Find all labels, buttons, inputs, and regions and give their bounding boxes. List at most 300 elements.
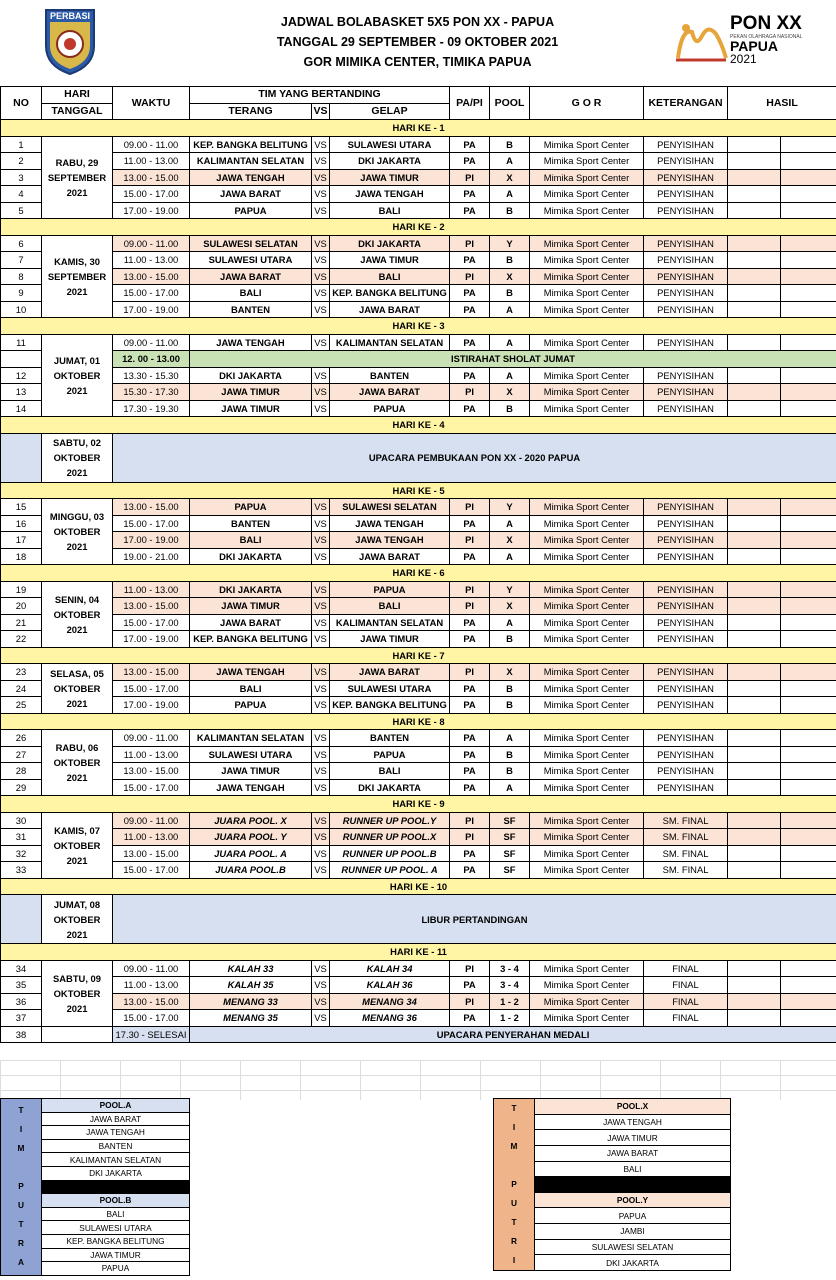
col-gor: G O R bbox=[530, 87, 644, 120]
match-venue: Mimika Sport Center bbox=[530, 1010, 644, 1027]
result-cell bbox=[728, 598, 781, 615]
result-cell bbox=[781, 862, 836, 879]
match-pool: X bbox=[490, 532, 530, 549]
team-gelap: BALI bbox=[330, 763, 450, 780]
match-pool: B bbox=[490, 202, 530, 219]
match-no: 3 bbox=[1, 169, 42, 186]
result-cell bbox=[781, 614, 836, 631]
match-category: PA bbox=[450, 334, 490, 351]
match-category: PI bbox=[450, 384, 490, 401]
pool-team: JAWA TENGAH bbox=[535, 1114, 731, 1130]
vs-label: VS bbox=[312, 1010, 330, 1027]
closing-time: 17.30 - SELESAI bbox=[113, 1026, 190, 1043]
result-cell bbox=[781, 598, 836, 615]
row-no-empty bbox=[1, 433, 42, 482]
closing-text: UPACARA PENYERAHAN MEDALI bbox=[190, 1026, 836, 1043]
vs-label: VS bbox=[312, 614, 330, 631]
match-pool: A bbox=[490, 548, 530, 565]
match-pool: SF bbox=[490, 829, 530, 846]
match-category: PA bbox=[450, 631, 490, 648]
team-terang: KEP. BANGKA BELITUNG bbox=[190, 631, 312, 648]
col-terang: TERANG bbox=[190, 103, 312, 120]
result-cell bbox=[781, 697, 836, 714]
result-cell bbox=[781, 367, 836, 384]
match-row bbox=[1, 697, 836, 714]
pool-separator bbox=[42, 1180, 190, 1194]
vs-label: VS bbox=[312, 186, 330, 203]
match-category: PI bbox=[450, 598, 490, 615]
result-cell bbox=[781, 812, 836, 829]
pool-team: BALI bbox=[535, 1161, 731, 1177]
day-band-row bbox=[1, 565, 836, 582]
match-row bbox=[1, 763, 836, 780]
result-cell bbox=[781, 746, 836, 763]
match-pool: A bbox=[490, 779, 530, 796]
pool-team: KALIMANTAN SELATAN bbox=[42, 1153, 190, 1167]
match-stage: PENYISIHAN bbox=[644, 680, 728, 697]
title-line-2: TANGGAL 29 SEPTEMBER - 09 OKTOBER 2021 bbox=[276, 35, 559, 49]
match-time: 15.00 - 17.00 bbox=[113, 1010, 190, 1027]
match-venue: Mimika Sport Center bbox=[530, 515, 644, 532]
match-no: 22 bbox=[1, 631, 42, 648]
title-line-3: GOR MIMIKA CENTER, TIMIKA PAPUA bbox=[303, 55, 532, 69]
match-category: PI bbox=[450, 532, 490, 549]
match-stage: PENYISIHAN bbox=[644, 631, 728, 648]
day-band-row bbox=[1, 120, 836, 137]
match-time: 09.00 - 11.00 bbox=[113, 334, 190, 351]
match-no: 9 bbox=[1, 285, 42, 302]
result-cell bbox=[781, 400, 836, 417]
match-venue: Mimika Sport Center bbox=[530, 763, 644, 780]
match-row bbox=[1, 664, 836, 681]
match-venue: Mimika Sport Center bbox=[530, 598, 644, 615]
team-terang: BALI bbox=[190, 680, 312, 697]
match-row bbox=[1, 136, 836, 153]
day-band-row bbox=[1, 417, 836, 434]
result-cell bbox=[781, 334, 836, 351]
team-gelap: RUNNER UP POOL. A bbox=[330, 862, 450, 879]
match-no: 1 bbox=[1, 136, 42, 153]
team-terang: PAPUA bbox=[190, 499, 312, 516]
match-category: PI bbox=[450, 664, 490, 681]
match-category: PA bbox=[450, 680, 490, 697]
match-time: 15.00 - 17.00 bbox=[113, 680, 190, 697]
match-time: 13.00 - 15.00 bbox=[113, 845, 190, 862]
match-time: 15.00 - 17.00 bbox=[113, 862, 190, 879]
match-row bbox=[1, 598, 836, 615]
break-row bbox=[1, 351, 836, 368]
pon-subtitle: PEKAN OLAHRAGA NASIONAL bbox=[730, 34, 803, 40]
day-date: KAMIS, 07 OKTOBER 2021 bbox=[42, 812, 113, 878]
break-time: 12. 00 - 13.00 bbox=[113, 351, 190, 368]
result-cell bbox=[781, 136, 836, 153]
match-time: 17.00 - 19.00 bbox=[113, 202, 190, 219]
match-no: 15 bbox=[1, 499, 42, 516]
title-line-1: JADWAL BOLABASKET 5X5 PON XX - PAPUA bbox=[280, 15, 555, 29]
result-cell bbox=[781, 730, 836, 747]
match-category: PA bbox=[450, 977, 490, 994]
match-row bbox=[1, 746, 836, 763]
vs-label: VS bbox=[312, 829, 330, 846]
match-time: 13.00 - 15.00 bbox=[113, 268, 190, 285]
result-cell bbox=[728, 845, 781, 862]
match-no: 6 bbox=[1, 235, 42, 252]
match-stage: FINAL bbox=[644, 960, 728, 977]
match-row bbox=[1, 614, 836, 631]
match-no: 12 bbox=[1, 367, 42, 384]
pool-name: POOL.X bbox=[535, 1099, 731, 1115]
match-venue: Mimika Sport Center bbox=[530, 845, 644, 862]
match-venue: Mimika Sport Center bbox=[530, 252, 644, 269]
match-pool: Y bbox=[490, 499, 530, 516]
match-row bbox=[1, 285, 836, 302]
col-no: NO bbox=[1, 87, 42, 120]
match-category: PI bbox=[450, 812, 490, 829]
match-time: 15.00 - 17.00 bbox=[113, 614, 190, 631]
match-pool: X bbox=[490, 268, 530, 285]
match-row bbox=[1, 169, 836, 186]
vs-label: VS bbox=[312, 169, 330, 186]
team-terang: KALAH 33 bbox=[190, 960, 312, 977]
result-cell bbox=[781, 779, 836, 796]
pon-region: PAPUA bbox=[730, 38, 778, 54]
result-cell bbox=[781, 499, 836, 516]
match-no: 2 bbox=[1, 153, 42, 170]
match-stage: FINAL bbox=[644, 1010, 728, 1027]
match-venue: Mimika Sport Center bbox=[530, 829, 644, 846]
match-row bbox=[1, 384, 836, 401]
match-row bbox=[1, 252, 836, 269]
day-label: HARI KE - 9 bbox=[1, 796, 836, 813]
match-venue: Mimika Sport Center bbox=[530, 862, 644, 879]
match-time: 15.00 - 17.00 bbox=[113, 515, 190, 532]
pool-team: JAMBI bbox=[535, 1224, 731, 1240]
result-cell bbox=[781, 153, 836, 170]
team-gelap: JAWA BARAT bbox=[330, 384, 450, 401]
team-terang: JAWA TENGAH bbox=[190, 334, 312, 351]
result-cell bbox=[781, 664, 836, 681]
match-category: PI bbox=[450, 499, 490, 516]
team-gelap: JAWA TENGAH bbox=[330, 515, 450, 532]
match-category: PA bbox=[450, 400, 490, 417]
col-tim: TIM YANG BERTANDING bbox=[190, 87, 450, 104]
result-cell bbox=[728, 862, 781, 879]
day-label: HARI KE - 11 bbox=[1, 944, 836, 961]
col-pool: POOL bbox=[490, 87, 530, 120]
match-pool: B bbox=[490, 763, 530, 780]
team-terang: JAWA BARAT bbox=[190, 268, 312, 285]
result-cell bbox=[781, 977, 836, 994]
result-cell bbox=[728, 169, 781, 186]
match-venue: Mimika Sport Center bbox=[530, 136, 644, 153]
match-no: 30 bbox=[1, 812, 42, 829]
match-no: 20 bbox=[1, 598, 42, 615]
team-gelap: BANTEN bbox=[330, 367, 450, 384]
row-no-empty bbox=[1, 351, 42, 368]
match-row bbox=[1, 829, 836, 846]
result-cell bbox=[728, 993, 781, 1010]
perbasi-logo-text: PERBASI bbox=[49, 11, 91, 21]
team-gelap: PAPUA bbox=[330, 400, 450, 417]
team-gelap: KEP. BANGKA BELITUNG bbox=[330, 697, 450, 714]
match-category: PA bbox=[450, 367, 490, 384]
event-row bbox=[1, 433, 836, 482]
team-terang: JUARA POOL. Y bbox=[190, 829, 312, 846]
match-stage: PENYISIHAN bbox=[644, 285, 728, 302]
result-cell bbox=[781, 169, 836, 186]
result-cell bbox=[781, 285, 836, 302]
team-gelap: KEP. BANGKA BELITUNG bbox=[330, 285, 450, 302]
match-row bbox=[1, 680, 836, 697]
day-band-row bbox=[1, 878, 836, 895]
match-time: 11.00 - 13.00 bbox=[113, 252, 190, 269]
match-pool: Y bbox=[490, 581, 530, 598]
team-gelap: RUNNER UP POOL.B bbox=[330, 845, 450, 862]
team-terang: JUARA POOL. A bbox=[190, 845, 312, 862]
day-label: HARI KE - 2 bbox=[1, 219, 836, 236]
vs-label: VS bbox=[312, 977, 330, 994]
match-stage: PENYISIHAN bbox=[644, 664, 728, 681]
day-date: MINGGU, 03 OKTOBER 2021 bbox=[42, 499, 113, 565]
result-cell bbox=[728, 960, 781, 977]
match-pool: B bbox=[490, 680, 530, 697]
match-row bbox=[1, 202, 836, 219]
match-time: 09.00 - 11.00 bbox=[113, 812, 190, 829]
match-pool: A bbox=[490, 186, 530, 203]
match-pool: SF bbox=[490, 812, 530, 829]
pool-name: POOL.A bbox=[42, 1099, 190, 1113]
match-stage: PENYISIHAN bbox=[644, 235, 728, 252]
match-category: PA bbox=[450, 515, 490, 532]
day-band-row bbox=[1, 713, 836, 730]
match-venue: Mimika Sport Center bbox=[530, 680, 644, 697]
match-category: PA bbox=[450, 301, 490, 318]
day-date: RABU, 06 OKTOBER 2021 bbox=[42, 730, 113, 796]
day-date: JUMAT, 01 OKTOBER 2021 bbox=[42, 334, 113, 417]
match-time: 15.00 - 17.00 bbox=[113, 779, 190, 796]
result-cell bbox=[728, 680, 781, 697]
pool-table-putri bbox=[493, 1098, 731, 1271]
match-time: 13.30 - 15.30 bbox=[113, 367, 190, 384]
match-pool: B bbox=[490, 252, 530, 269]
result-cell bbox=[781, 960, 836, 977]
match-row bbox=[1, 779, 836, 796]
match-stage: SM. FINAL bbox=[644, 829, 728, 846]
match-no: 11 bbox=[1, 334, 42, 351]
match-row bbox=[1, 268, 836, 285]
match-row bbox=[1, 499, 836, 516]
match-row bbox=[1, 334, 836, 351]
team-terang: JAWA TIMUR bbox=[190, 400, 312, 417]
team-gelap: KALIMANTAN SELATAN bbox=[330, 614, 450, 631]
team-gelap: KALAH 36 bbox=[330, 977, 450, 994]
day-band-row bbox=[1, 482, 836, 499]
team-terang: JAWA TIMUR bbox=[190, 598, 312, 615]
match-stage: PENYISIHAN bbox=[644, 581, 728, 598]
date-empty bbox=[42, 1026, 113, 1043]
row-no-empty bbox=[1, 895, 42, 944]
match-pool: B bbox=[490, 136, 530, 153]
pool-side-label: T I M P U T R A bbox=[1, 1099, 42, 1276]
match-row bbox=[1, 367, 836, 384]
result-cell bbox=[728, 202, 781, 219]
sheet-gridlines bbox=[0, 1060, 836, 1100]
vs-label: VS bbox=[312, 960, 330, 977]
match-venue: Mimika Sport Center bbox=[530, 384, 644, 401]
match-pool: X bbox=[490, 384, 530, 401]
match-stage: PENYISIHAN bbox=[644, 548, 728, 565]
day-band-row bbox=[1, 219, 836, 236]
col-keterangan: KETERANGAN bbox=[644, 87, 728, 120]
day-label: HARI KE - 10 bbox=[1, 878, 836, 895]
result-cell bbox=[728, 499, 781, 516]
match-time: 13.00 - 15.00 bbox=[113, 499, 190, 516]
match-venue: Mimika Sport Center bbox=[530, 614, 644, 631]
result-cell bbox=[781, 186, 836, 203]
match-venue: Mimika Sport Center bbox=[530, 169, 644, 186]
team-gelap: BALI bbox=[330, 202, 450, 219]
vs-label: VS bbox=[312, 532, 330, 549]
result-cell bbox=[781, 993, 836, 1010]
match-venue: Mimika Sport Center bbox=[530, 153, 644, 170]
match-no: 7 bbox=[1, 252, 42, 269]
day-label: HARI KE - 4 bbox=[1, 417, 836, 434]
match-no: 38 bbox=[1, 1026, 42, 1043]
team-terang: KALAH 35 bbox=[190, 977, 312, 994]
pool-team: SULAWESI UTARA bbox=[42, 1221, 190, 1235]
team-gelap: SULAWESI SELATAN bbox=[330, 499, 450, 516]
pool-team: SULAWESI SELATAN bbox=[535, 1239, 731, 1255]
team-gelap: KALIMANTAN SELATAN bbox=[330, 334, 450, 351]
result-cell bbox=[781, 384, 836, 401]
match-stage: PENYISIHAN bbox=[644, 746, 728, 763]
vs-label: VS bbox=[312, 779, 330, 796]
result-cell bbox=[728, 301, 781, 318]
match-venue: Mimika Sport Center bbox=[530, 202, 644, 219]
result-cell bbox=[728, 829, 781, 846]
vs-label: VS bbox=[312, 680, 330, 697]
match-time: 11.00 - 13.00 bbox=[113, 153, 190, 170]
match-pool: A bbox=[490, 614, 530, 631]
result-cell bbox=[781, 581, 836, 598]
match-stage: FINAL bbox=[644, 993, 728, 1010]
match-category: PA bbox=[450, 845, 490, 862]
day-band-row bbox=[1, 944, 836, 961]
col-papi: PA/PI bbox=[450, 87, 490, 120]
day-band-row bbox=[1, 647, 836, 664]
team-gelap: DKI JAKARTA bbox=[330, 779, 450, 796]
match-stage: PENYISIHAN bbox=[644, 697, 728, 714]
pool-team: BALI bbox=[42, 1207, 190, 1221]
day-date: KAMIS, 30 SEPTEMBER 2021 bbox=[42, 235, 113, 318]
team-terang: JAWA TENGAH bbox=[190, 779, 312, 796]
col-vs: VS bbox=[312, 103, 330, 120]
result-cell bbox=[728, 252, 781, 269]
document-header bbox=[0, 0, 836, 86]
team-terang: SULAWESI UTARA bbox=[190, 746, 312, 763]
match-venue: Mimika Sport Center bbox=[530, 499, 644, 516]
team-gelap: MENANG 34 bbox=[330, 993, 450, 1010]
match-time: 11.00 - 13.00 bbox=[113, 581, 190, 598]
team-gelap: SULAWESI UTARA bbox=[330, 136, 450, 153]
pool-row bbox=[1, 1099, 190, 1113]
vs-label: VS bbox=[312, 301, 330, 318]
match-stage: PENYISIHAN bbox=[644, 186, 728, 203]
team-terang: KALIMANTAN SELATAN bbox=[190, 153, 312, 170]
result-cell bbox=[728, 1010, 781, 1027]
pon-xx-logo bbox=[672, 14, 822, 74]
match-venue: Mimika Sport Center bbox=[530, 697, 644, 714]
match-stage: PENYISIHAN bbox=[644, 169, 728, 186]
pool-team: JAWA TIMUR bbox=[535, 1130, 731, 1146]
match-time: 11.00 - 13.00 bbox=[113, 746, 190, 763]
pool-table-putra bbox=[0, 1098, 190, 1276]
team-terang: KALIMANTAN SELATAN bbox=[190, 730, 312, 747]
vs-label: VS bbox=[312, 664, 330, 681]
pool-team: KEP. BANGKA BELITUNG bbox=[42, 1234, 190, 1248]
match-pool: A bbox=[490, 367, 530, 384]
match-venue: Mimika Sport Center bbox=[530, 977, 644, 994]
event-text: LIBUR PERTANDINGAN bbox=[113, 895, 836, 944]
match-time: 09.00 - 11.00 bbox=[113, 136, 190, 153]
match-venue: Mimika Sport Center bbox=[530, 268, 644, 285]
day-date: RABU, 29 SEPTEMBER 2021 bbox=[42, 136, 113, 219]
match-pool: B bbox=[490, 400, 530, 417]
pool-team: DKI JAKARTA bbox=[535, 1255, 731, 1271]
match-stage: FINAL bbox=[644, 977, 728, 994]
match-stage: PENYISIHAN bbox=[644, 763, 728, 780]
result-cell bbox=[781, 252, 836, 269]
match-time: 09.00 - 11.00 bbox=[113, 960, 190, 977]
result-cell bbox=[728, 812, 781, 829]
result-cell bbox=[728, 730, 781, 747]
match-pool: A bbox=[490, 515, 530, 532]
vs-label: VS bbox=[312, 334, 330, 351]
team-terang: DKI JAKARTA bbox=[190, 367, 312, 384]
match-time: 09.00 - 11.00 bbox=[113, 235, 190, 252]
team-terang: JUARA POOL. X bbox=[190, 812, 312, 829]
match-category: PI bbox=[450, 581, 490, 598]
day-date: SABTU, 09 OKTOBER 2021 bbox=[42, 960, 113, 1026]
match-category: PA bbox=[450, 285, 490, 302]
match-pool: A bbox=[490, 301, 530, 318]
result-cell bbox=[781, 1010, 836, 1027]
match-pool: A bbox=[490, 334, 530, 351]
day-label: HARI KE - 8 bbox=[1, 713, 836, 730]
match-no: 17 bbox=[1, 532, 42, 549]
result-cell bbox=[781, 680, 836, 697]
match-category: PA bbox=[450, 548, 490, 565]
team-gelap: KALAH 34 bbox=[330, 960, 450, 977]
day-label: HARI KE - 7 bbox=[1, 647, 836, 664]
match-no: 33 bbox=[1, 862, 42, 879]
pool-team: JAWA BARAT bbox=[42, 1112, 190, 1126]
match-category: PA bbox=[450, 779, 490, 796]
pool-side-label: T I M P U T R I bbox=[494, 1099, 535, 1271]
team-terang: PAPUA bbox=[190, 697, 312, 714]
match-venue: Mimika Sport Center bbox=[530, 367, 644, 384]
match-category: PA bbox=[450, 763, 490, 780]
result-cell bbox=[781, 301, 836, 318]
break-text: ISTIRAHAT SHOLAT JUMAT bbox=[190, 351, 836, 368]
match-time: 15.30 - 17.30 bbox=[113, 384, 190, 401]
match-venue: Mimika Sport Center bbox=[530, 581, 644, 598]
match-stage: PENYISIHAN bbox=[644, 730, 728, 747]
match-pool: SF bbox=[490, 862, 530, 879]
vs-label: VS bbox=[312, 763, 330, 780]
match-venue: Mimika Sport Center bbox=[530, 730, 644, 747]
col-waktu: WAKTU bbox=[113, 87, 190, 120]
